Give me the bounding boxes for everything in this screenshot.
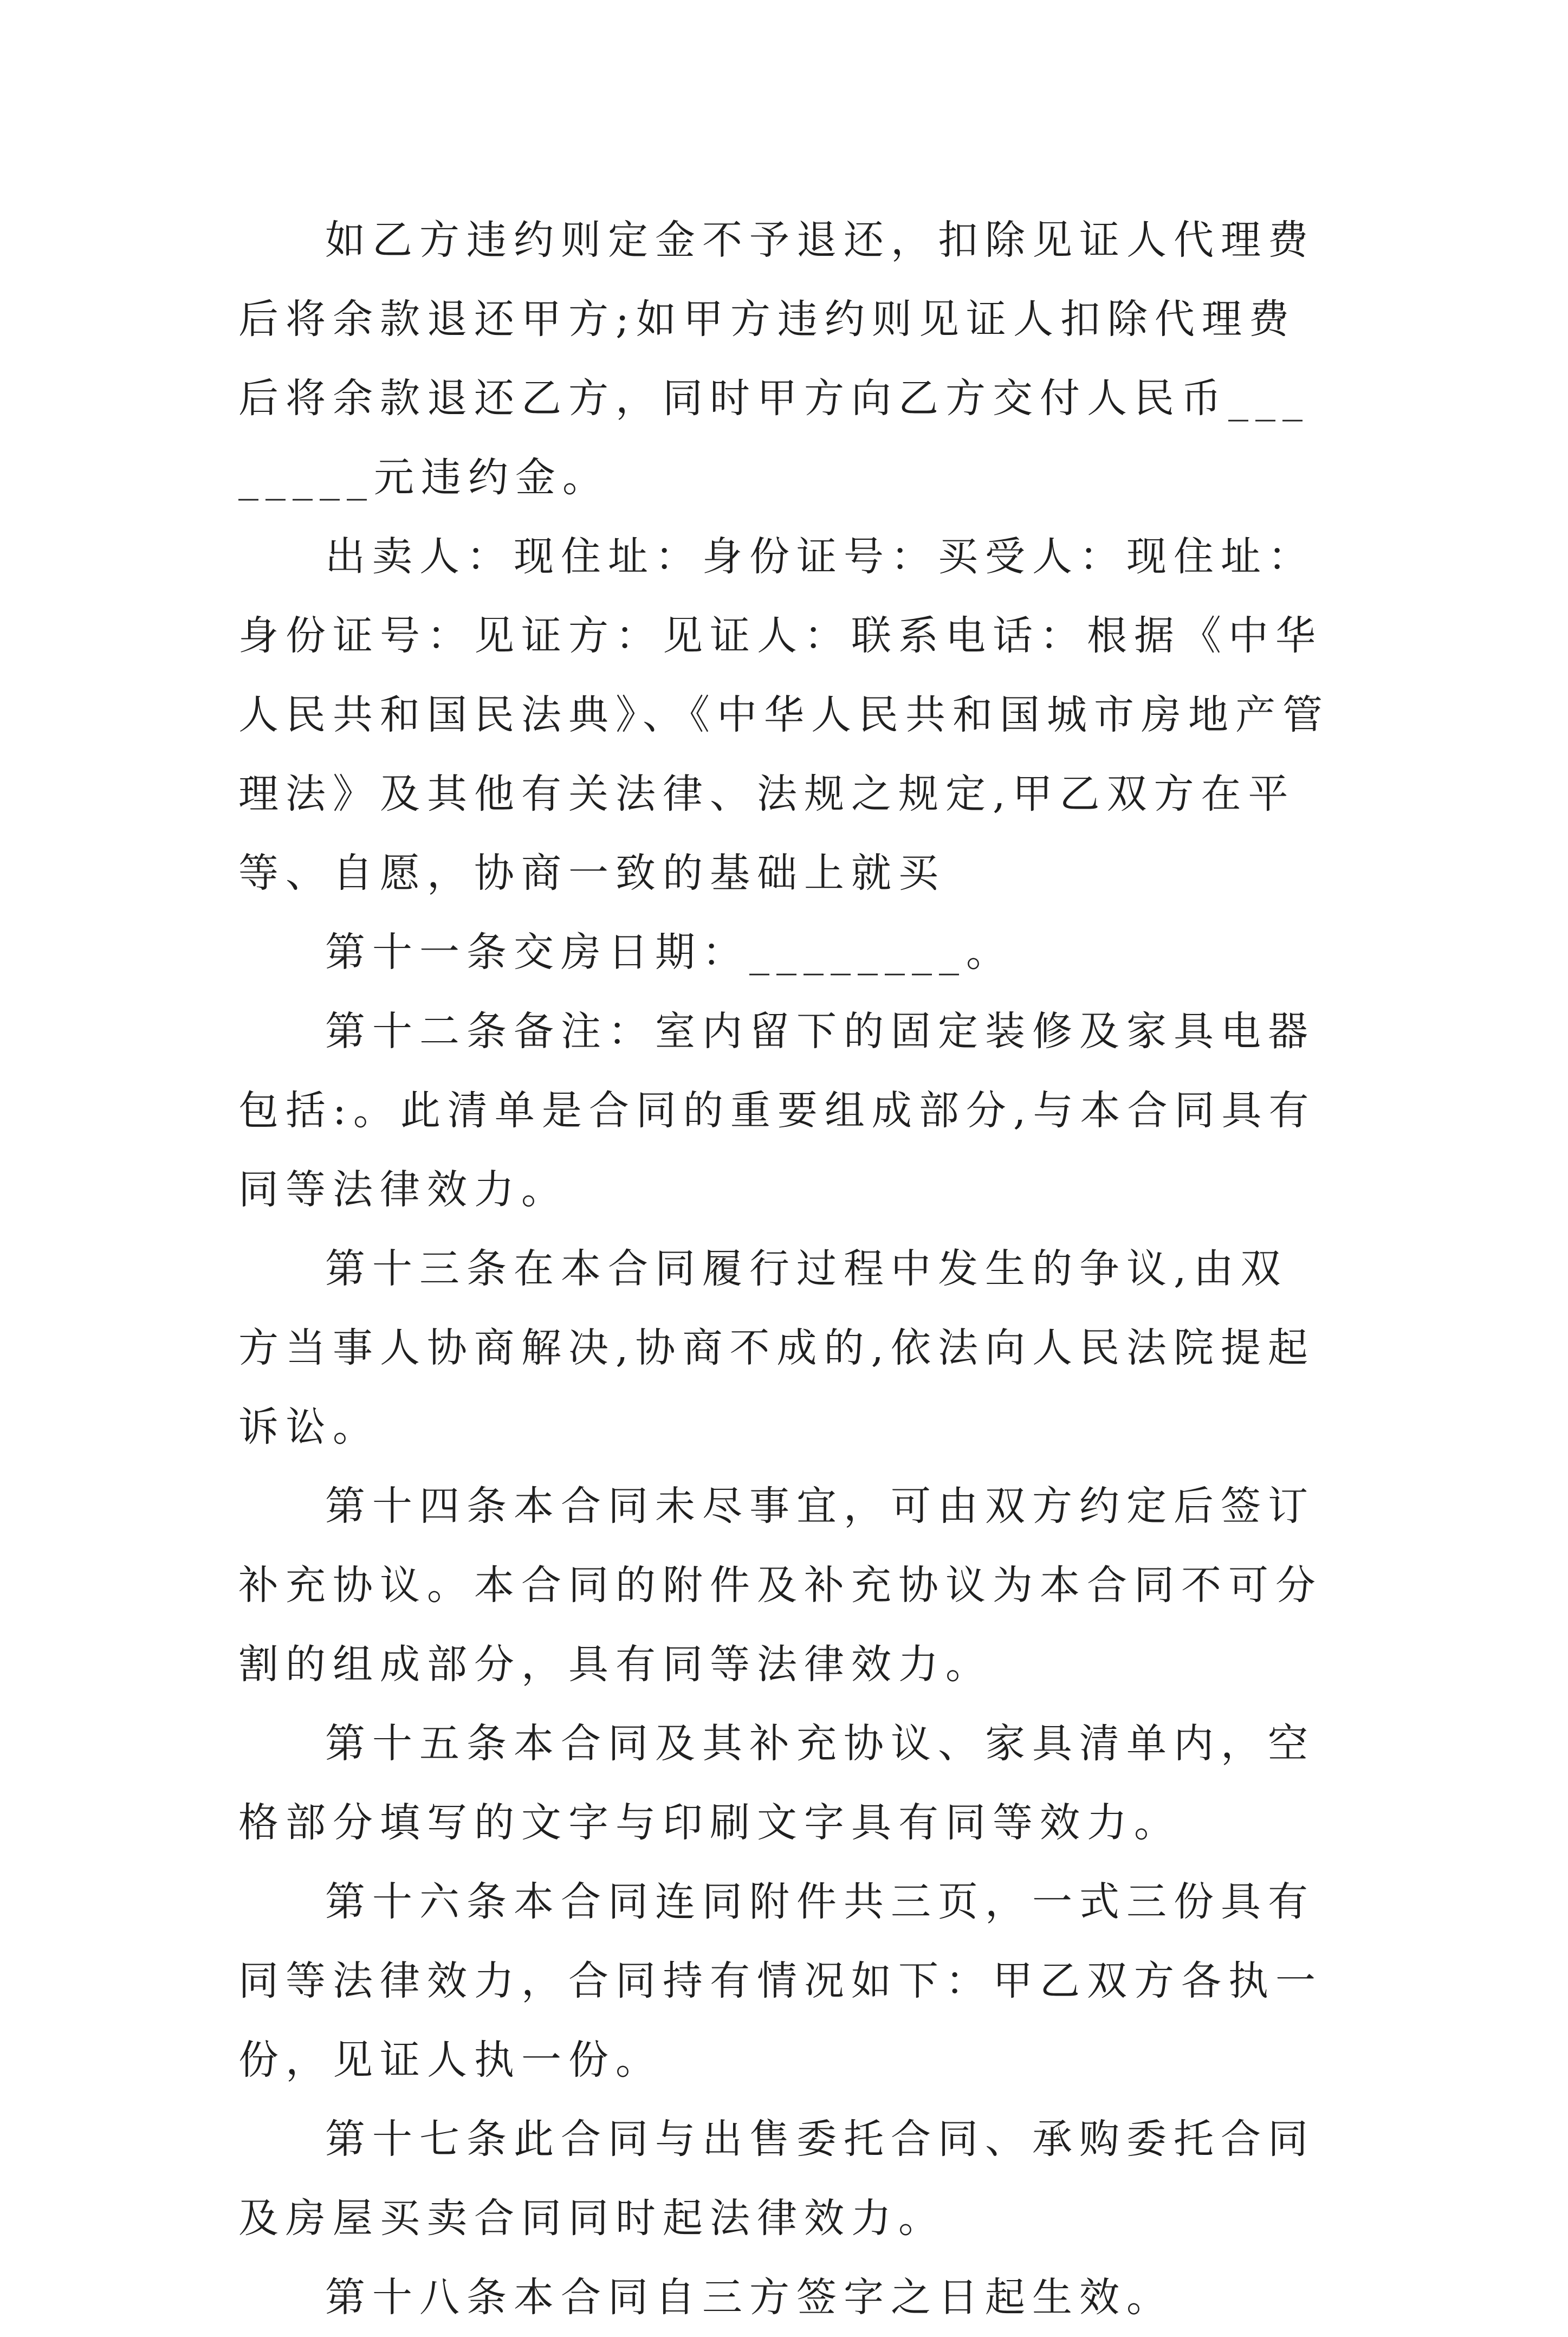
paragraph-article-13: 第十三条在本合同履行过程中发生的争议,由双方当事人协商解决,协商不成的,依法向人民法院提起诉讼。 xyxy=(238,1245,1316,1450)
paragraph-article-16: 第十六条本合同连同附件共三页，一式三份具有同等法律效力，合同持有情况如下：甲乙双方各执一份，见证人执一份。 xyxy=(238,1878,1323,2083)
paragraph-article-14: 第十四条本合同未尽事宜，可由双方约定后签订补充协议。本合同的附件及补充协议为本合同不可分割的组成部分，具有同等法律效力。 xyxy=(238,1483,1323,1688)
paragraph-article-12: 第十二条备注：室内留下的固定装修及家具电器包括:。此清单是合同的重要组成部分,与本合同具有同等法律效力。 xyxy=(238,1008,1316,1213)
contract-body xyxy=(238,201,1333,2337)
paragraph-article-18: 第十八条本合同自三方签字之日起生效。 xyxy=(325,2274,1174,2321)
paragraph-article-15: 第十五条本合同及其补充协议、家具清单内，空格部分填写的文字与印刷文字具有同等效力。 xyxy=(238,1720,1315,1846)
paragraph-article-11: 第十一条交房日期：________。 xyxy=(325,929,1013,976)
paragraph-deposit-breach: 如乙方违约则定金不予退还，扣除见证人代理费后将余款退还甲方;如甲方违约则见证人扣除代理费后将余款退还乙方，同时甲方向乙方交付人民币________元违约金。 xyxy=(238,217,1315,501)
paragraph-article-17: 第十七条此合同与出售委托合同、承购委托合同及房屋买卖合同同时起法律效力。 xyxy=(238,2116,1315,2242)
paragraph-parties-info: 出卖人：现住址：身份证号：买受人：现住址：身份证号：见证方：见证人：联系电话：根据《中华人民共和国民法典》、《中华人民共和国城市房地产管理法》及其他有关法律、法规之规定,甲乙双方在平等、自愿，协商一致的基础上就买 xyxy=(238,533,1330,896)
